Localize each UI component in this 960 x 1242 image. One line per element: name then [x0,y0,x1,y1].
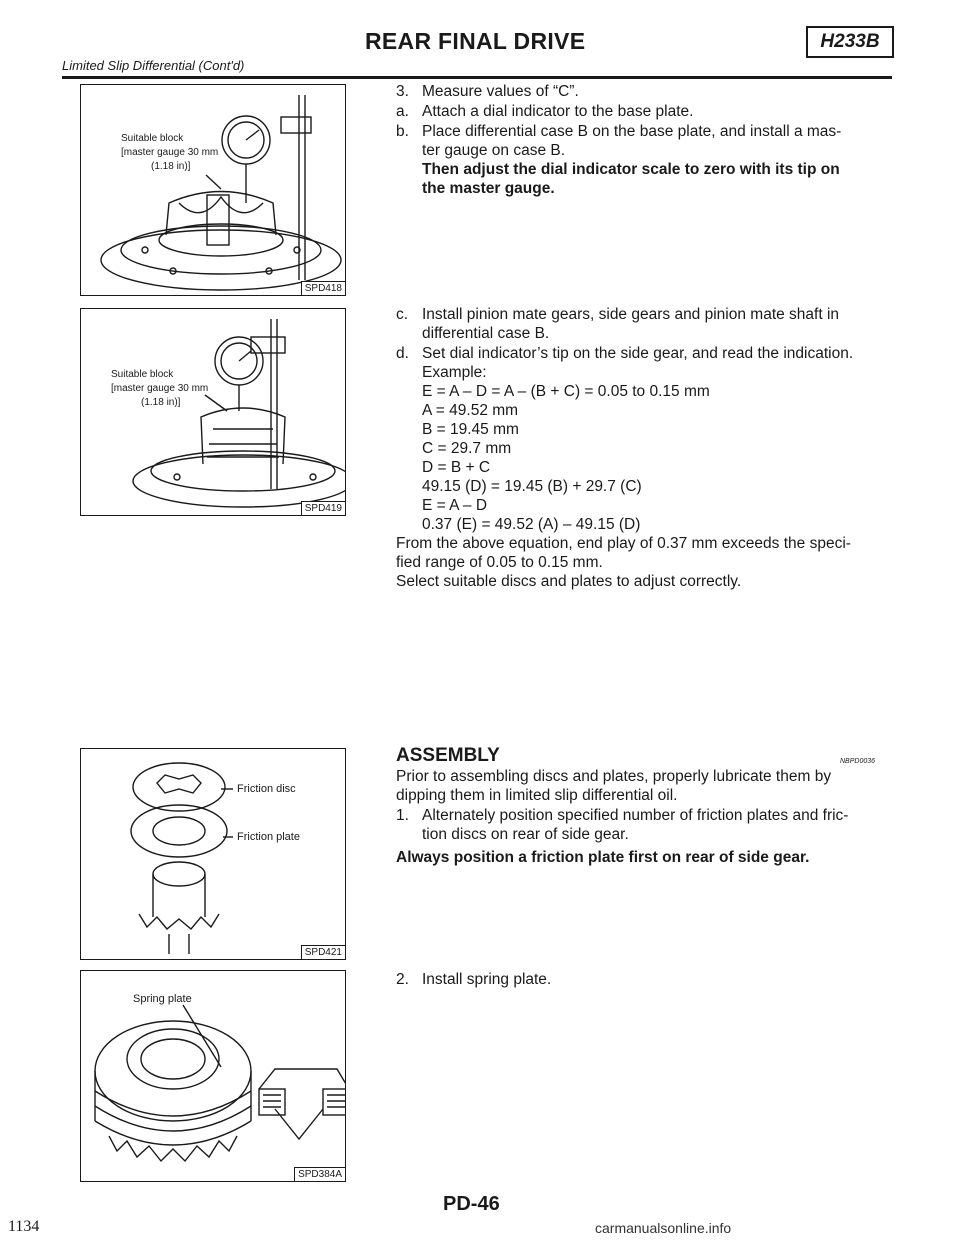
fig-label: (1.18 in)] [151,161,191,172]
dial-indicator-illustration [81,309,345,515]
paragraph-line: From the above equation, end play of 0.37 mm exceeds the speci- [396,535,851,552]
paragraph-line: Select suitable discs and plates to adjust correctly. [396,573,742,590]
figure-spd421 [80,748,346,960]
fig-label: [master gauge 30 mm [121,147,219,158]
example-line: 0.37 (E) = 49.52 (A) – 49.15 (D) [422,516,641,533]
page-number: PD-46 [443,1193,500,1215]
fig-label: Suitable block [111,369,174,380]
substep-text: Place differential case B on the base plate, and install a mas- [422,123,842,140]
header-rule [62,76,892,79]
substep-text-bold: the master gauge. [422,180,555,197]
substep-text: ter gauge on case B. [422,142,566,159]
step-text: Alternately position specified number of friction plates and fric- [422,807,849,824]
substep-text-bold: Then adjust the dial indicator scale to zero with its tip on [422,161,840,178]
substep-letter: c. [396,306,409,323]
step-text: Measure values of “C”. [422,83,579,100]
example-line: C = 29.7 mm [422,440,512,457]
step-text: Install spring plate. [422,971,552,988]
example-line: 49.15 (D) = 19.45 (B) + 29.7 (C) [422,478,642,495]
example-line: B = 19.45 mm [422,421,519,438]
fig-label: (1.18 in)] [141,397,181,408]
watermark: carmanualsonline.info [595,1220,732,1236]
substep-text: Attach a dial indicator to the base plate. [422,103,694,120]
section-heading: ASSEMBLY [396,745,500,766]
figure-spd418 [80,84,346,296]
step-number: 3. [396,83,409,100]
figure-spd384a [80,970,346,1182]
fig-label: Friction plate [237,831,300,843]
fig-label: Friction disc [237,783,296,795]
figure-code: SPD419 [301,501,345,515]
substep-text: Install pinion mate gears, side gears and pinion mate shaft in [422,306,840,323]
figure-code: SPD421 [301,945,345,959]
friction-disc-plate-illustration [81,749,345,959]
example-line: E = A – D [422,497,488,514]
fig-label: Spring plate [133,993,192,1005]
fig-label: Suitable block [121,133,184,144]
sheet-number: 1134 [8,1218,40,1235]
substep-letter: a. [396,103,409,120]
figure-code: SPD384A [294,1167,345,1181]
step-number: 1. [396,807,409,824]
paragraph-line: dipping them in limited slip differential oil. [396,787,678,804]
page-title: REAR FINAL DRIVE [365,28,586,54]
page-subtitle: Limited Slip Differential (Cont'd) [62,58,245,73]
example-line: A = 49.52 mm [422,402,519,419]
paragraph-line: Prior to assembling discs and plates, properly lubricate them by [396,768,832,785]
figure-spd419 [80,308,346,516]
warning-text: Always position a friction plate first on rear of side gear. [396,849,810,866]
substep-letter: b. [396,123,409,140]
section-code-badge: H233B [806,26,894,58]
step-text: tion discs on rear of side gear. [422,826,629,843]
substep-text: differential case B. [422,325,550,342]
figure-code: SPD418 [301,281,345,295]
dial-indicator-illustration [81,85,345,295]
substep-text: Set dial indicator’s tip on the side gear, and read the indication. [422,345,854,362]
substep-letter: d. [396,345,409,362]
reference-code: NBPD0036 [840,758,876,765]
paragraph-line: fied range of 0.05 to 0.15 mm. [396,554,603,571]
spring-plate-illustration [81,971,345,1181]
example-line: E = A – D = A – (B + C) = 0.05 to 0.15 mm [422,383,710,400]
step-number: 2. [396,971,409,988]
example-line: Example: [422,364,487,381]
fig-label: [master gauge 30 mm [111,383,209,394]
example-line: D = B + C [422,459,491,476]
